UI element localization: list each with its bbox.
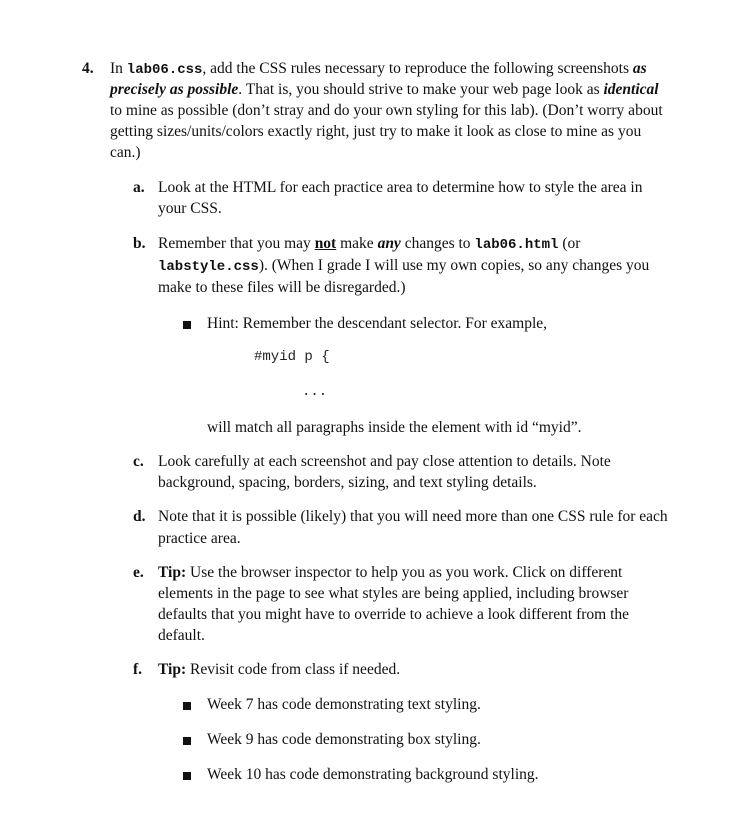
list-item: Week 9 has code demonstrating box styling. [207, 731, 481, 748]
item-e-line-4: default. [158, 627, 205, 644]
item4-line-4: getting sizes/units/colors exactly right, just try to make it look as close to mine as you [110, 123, 642, 140]
item-d-line-2: practice area. [158, 530, 241, 547]
hint-followup: will match all paragraphs inside the element with id “myid”. [207, 419, 582, 436]
bullet-square-icon [183, 321, 191, 329]
item-a-line-1: Look at the HTML for each practice area to determine how to style the area in [158, 179, 643, 196]
item-d-label: d. [133, 508, 146, 525]
code-line-2: ... [302, 384, 328, 400]
filename-lab06-css: lab06.css [126, 62, 203, 78]
item-e-label: e. [133, 564, 144, 581]
item-c-line-1: Look carefully at each screenshot and pay close attention to details. Note [158, 453, 611, 470]
code-line-1: #myid p { [254, 349, 330, 365]
bullet-square-icon [183, 737, 191, 745]
filename-lab06-html: lab06.html [474, 237, 559, 253]
item-d-line-1: Note that it is possible (likely) that you will need more than one CSS rule for each [158, 508, 668, 525]
item-c-label: c. [133, 453, 144, 470]
bullet-square-icon [183, 702, 191, 710]
item-f-label: f. [133, 661, 143, 678]
item-e-line-1: Tip: Use the browser inspector to help you as you work. Click on different [158, 564, 623, 581]
item-b-line-3: make to these files will be disregarded.) [158, 279, 406, 296]
item-b-line-1: Remember that you may not make any changes to lab06.html (or [158, 235, 581, 253]
filename-labstyle-css: labstyle.css [158, 259, 259, 275]
item-e-line-2: elements in the page to see what styles are being applied, including browser [158, 585, 629, 602]
list-item: Week 7 has code demonstrating text styling. [207, 696, 481, 713]
item-a-line-2: your CSS. [158, 200, 222, 217]
item4-line-2: precisely as possible. That is, you should strive to make your web page look as identical [110, 81, 659, 98]
item-b-label: b. [133, 235, 146, 252]
item-c-line-2: background, spacing, borders, sizing, and text styling details. [158, 474, 537, 491]
item-a-label: a. [133, 179, 145, 196]
item4-line-5: can.) [110, 144, 141, 161]
list-item: Week 10 has code demonstrating background styling. [207, 766, 539, 783]
item-e-line-3: defaults that you might have to override to achieve a look different from the [158, 606, 630, 623]
item-b-line-2: labstyle.css). (When I grade I will use my own copies, so any changes you [158, 257, 650, 275]
item4-line-1: In lab06.css, add the CSS rules necessary to reproduce the following screenshots as [110, 60, 647, 78]
hint-text: Hint: Remember the descendant selector. For example, [207, 315, 548, 332]
item-number: 4. [82, 60, 94, 77]
bullet-square-icon [183, 772, 191, 780]
item4-line-3: to mine as possible (don’t stray and do your own styling for this lab). (Don’t worry about [110, 102, 663, 119]
item-f-line-1: Tip: Revisit code from class if needed. [158, 661, 401, 678]
